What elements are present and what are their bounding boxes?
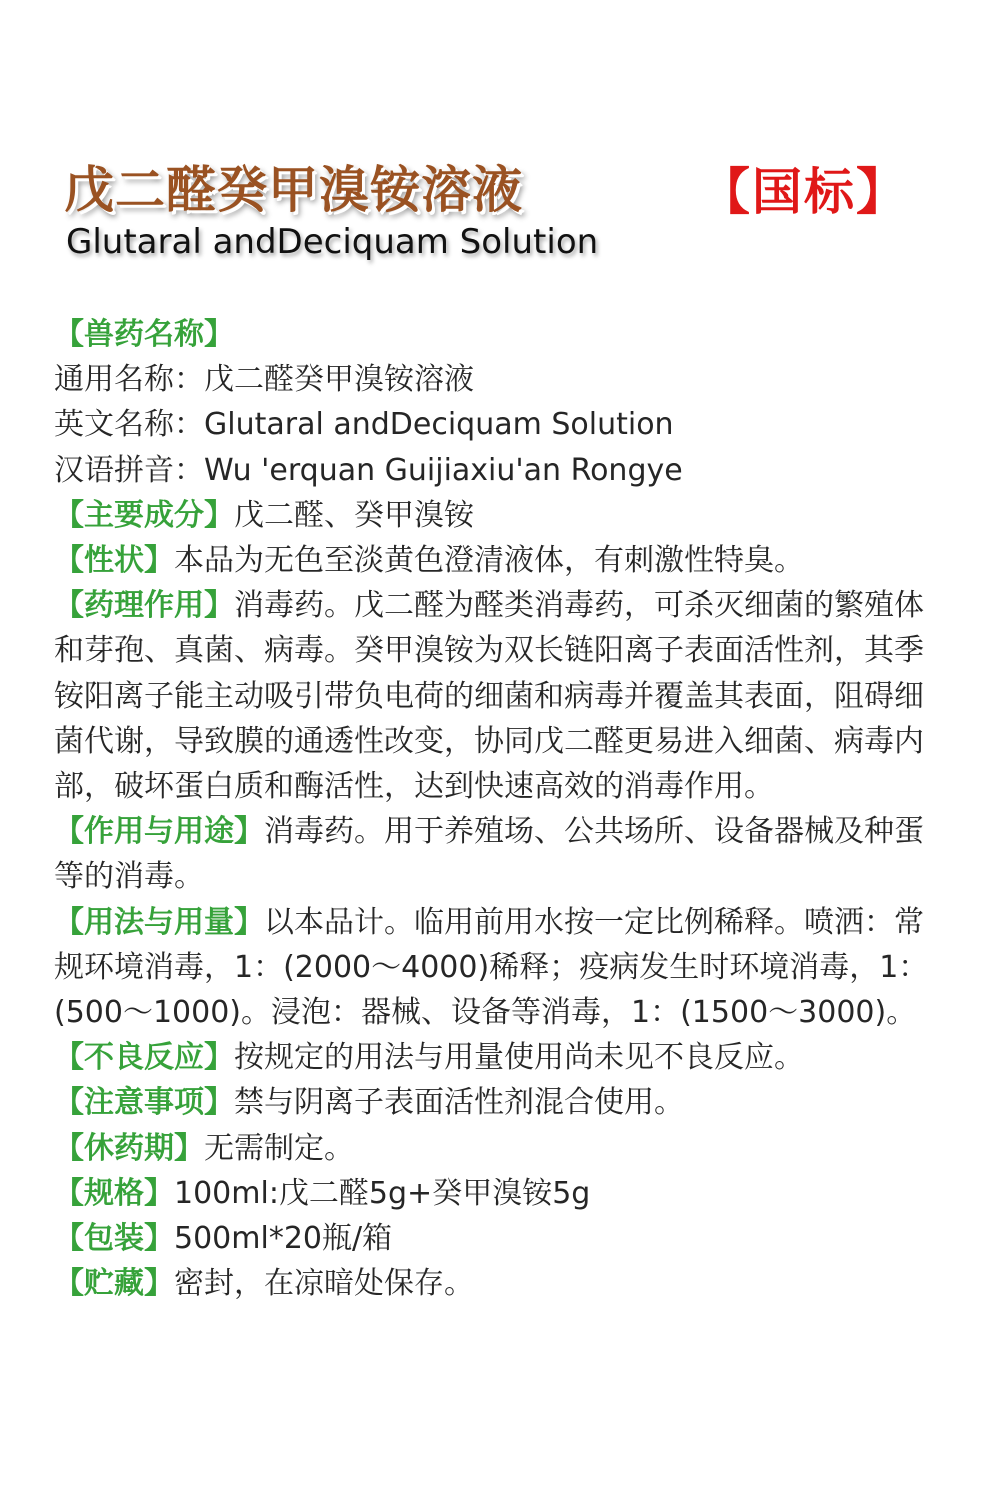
storage-label: 【贮藏】 <box>54 1266 174 1302</box>
storage-text: 密封，在凉暗处保存。 <box>174 1266 474 1302</box>
product-title-en: Glutaral andDeciquam Solution <box>66 222 599 262</box>
specification-label: 【规格】 <box>54 1175 174 1211</box>
indications-section <box>54 809 934 899</box>
generic-name-line: 通用名称：戊二醛癸甲溴铵溶液 <box>54 362 474 398</box>
product-title-cn: 戊二醛癸甲溴铵溶液 <box>64 161 523 219</box>
specification-text: 100ml:戊二醛5g+癸甲溴铵5g <box>174 1175 591 1211</box>
pinyin-line: 汉语拼音：Wu 'erquan Guijiaxiu'an Rongye <box>54 452 683 488</box>
ingredients-section <box>54 493 934 538</box>
pharmacology-text: 消毒药。戊二醛为醛类消毒药，可杀灭细菌的繁殖体和芽孢、真菌、病毒。癸甲溴铵为双长链阳离子表面活性剂，其季铵阳离子能主动吸引带负电荷的细菌和病毒并覆盖其表面，阻碍细菌代谢，导致膜的通透性改变，协同戊二醛更易进入细菌、病毒内部，破坏蛋白质和酶活性，达到快速高效的消毒作用。 <box>54 588 924 805</box>
national-standard-badge: 【国标】 <box>700 163 908 221</box>
specification-section <box>54 1171 934 1216</box>
appearance-label: 【性状】 <box>54 543 174 579</box>
label-content <box>54 312 934 1306</box>
precautions-section <box>54 1080 934 1125</box>
pharmacology-label: 【药理作用】 <box>54 588 234 624</box>
veterinary-drug-name-heading: 【兽药名称】 <box>54 317 234 352</box>
storage-section <box>54 1261 934 1306</box>
dosage-label: 【用法与用量】 <box>54 904 264 940</box>
appearance-text: 本品为无色至淡黄色澄清液体，有刺激性特臭。 <box>174 543 804 579</box>
packaging-section <box>54 1216 934 1261</box>
indications-label: 【作用与用途】 <box>54 814 264 850</box>
english-name-line: 英文名称：Glutaral andDeciquam Solution <box>54 407 674 443</box>
precautions-text: 禁与阴离子表面活性剂混合使用。 <box>234 1085 684 1121</box>
dosage-section <box>54 900 934 1036</box>
packaging-label: 【包装】 <box>54 1221 174 1257</box>
packaging-text: 500ml*20瓶/箱 <box>174 1221 393 1257</box>
appearance-section <box>54 538 934 583</box>
ingredients-text: 戊二醛、癸甲溴铵 <box>234 497 474 533</box>
dosage-text: 以本品计。临用前用水按一定比例稀释。喷洒：常规环境消毒，1：(2000～4000)稀释；疫病发生时环境消毒，1：(500～1000)。浸泡：器械、设备等消毒，1：(1500～3000)。 <box>54 904 929 1031</box>
adverse-reactions-label: 【不良反应】 <box>54 1040 234 1076</box>
withdrawal-period-label: 【休药期】 <box>54 1130 204 1166</box>
ingredients-label: 【主要成分】 <box>54 497 234 533</box>
withdrawal-period-section <box>54 1126 934 1171</box>
withdrawal-period-text: 无需制定。 <box>204 1130 354 1166</box>
indications-text: 消毒药。用于养殖场、公共场所、设备器械及种蛋等的消毒。 <box>54 814 924 895</box>
adverse-reactions-section <box>54 1035 934 1080</box>
precautions-label: 【注意事项】 <box>54 1085 234 1121</box>
adverse-reactions-text: 按规定的用法与用量使用尚未见不良反应。 <box>234 1040 804 1076</box>
pharmacology-section <box>54 583 934 809</box>
